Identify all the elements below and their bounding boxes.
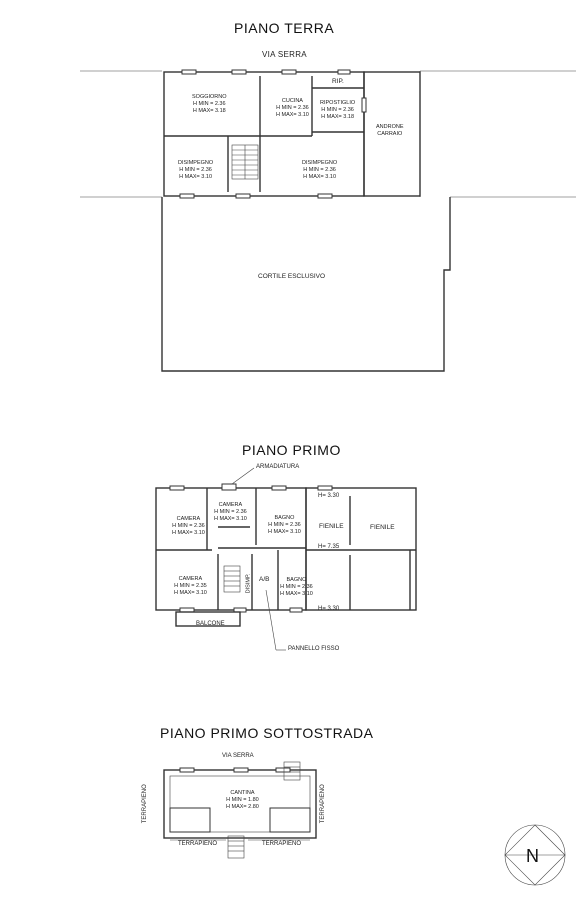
- room-hmax: H MAX= 3.10: [172, 529, 205, 536]
- armadiatura-label: ARMADIATURA: [256, 464, 300, 470]
- room-hmin: H MIN = 2.36: [321, 106, 354, 113]
- room-hmax: H MAX= 3.10: [268, 528, 301, 535]
- room-name: BAGNO: [286, 577, 307, 583]
- room-hmin: H MIN = 2.36: [192, 100, 226, 107]
- room-rip: RIP.: [332, 78, 344, 85]
- ground-floor-title: PIANO TERRA: [234, 20, 335, 36]
- room-camera-3: [174, 576, 207, 597]
- room-name: CAMERA: [176, 516, 201, 522]
- room-name: DISIMPEGNO: [178, 160, 214, 166]
- terrapieno-left: TERRAPIENO: [141, 784, 148, 824]
- room-hmax: H MAX= 2.80: [226, 803, 259, 810]
- room-name: SOGGIORNO: [192, 94, 227, 100]
- room-hmin: H MIN = 2.35: [174, 582, 207, 589]
- pannello-label: PANNELLO FISSO: [288, 646, 340, 652]
- height-label-3: H= 3.30: [318, 606, 340, 612]
- room-bagno-1: [268, 515, 301, 536]
- room-hmax: H MAX= 3.10: [179, 173, 213, 180]
- room-hmax: H MAX= 3.10: [214, 515, 247, 522]
- room-name: RIPOSTIGLIO: [320, 100, 356, 106]
- room-hmax: H MAX= 3.10: [303, 173, 337, 180]
- room-name-2: CARRAIO: [377, 130, 403, 137]
- room-hmax: H MAX= 3.18: [321, 113, 355, 120]
- room-fienile-1: FIENILE: [319, 523, 344, 530]
- room-soggiorno: [192, 94, 227, 115]
- room-androne: [376, 124, 404, 138]
- room-name: CAMERA: [178, 576, 203, 582]
- ground-street-label: VIA SERRA: [262, 50, 307, 59]
- terrapieno-bottom-left: TERRAPIENO: [178, 841, 218, 847]
- room-ripostiglio: [320, 100, 355, 121]
- room-hmin: H MIN = 2.36: [268, 521, 301, 528]
- north-label: N: [526, 846, 540, 866]
- room-camera-2: [214, 502, 247, 523]
- room-hmax: H MAX= 3.10: [280, 590, 313, 597]
- room-name: CANTINA: [230, 790, 255, 796]
- basement-title: PIANO PRIMO SOTTOSTRADA: [160, 725, 374, 741]
- basement-street-label: VIA SERRA: [222, 753, 254, 759]
- room-cantina: [226, 790, 259, 811]
- room-hmin: H MIN = 2.36: [276, 104, 309, 111]
- room-hmin: H MIN = 2.36: [214, 508, 247, 515]
- room-hmin: H MIN = 2.36: [280, 583, 313, 590]
- room-disimpegno-2: [302, 160, 337, 181]
- height-label-2: H= 7.35: [318, 544, 340, 550]
- room-cortile: CORTILE ESCLUSIVO: [258, 273, 326, 280]
- room-name: BAGNO: [274, 515, 295, 521]
- first-floor-title: PIANO PRIMO: [242, 442, 341, 458]
- room-disimpegno-1: [178, 160, 213, 181]
- room-fienile-2: FIENILE: [370, 524, 395, 531]
- height-label-1: H= 3.30: [318, 493, 340, 499]
- room-bagno-2: [280, 577, 313, 598]
- terrapieno-bottom-right: TERRAPIENO: [262, 841, 302, 847]
- room-hmin: H MIN = 2.36: [303, 166, 336, 173]
- room-name: CUCINA: [281, 98, 303, 104]
- room-camera-1: [172, 516, 205, 537]
- balcone-label: BALCONE: [196, 621, 225, 627]
- room-disimp: DISIMP.: [245, 573, 252, 594]
- room-hmin: H MIN = 2.36: [179, 166, 212, 173]
- room-hmax: H MAX= 3.10: [174, 589, 207, 596]
- room-name: CAMERA: [218, 502, 243, 508]
- first-floor-plan: [156, 468, 416, 650]
- room-hmin: H MIN = 1.80: [226, 796, 259, 803]
- room-name: ANDRONE: [376, 124, 404, 130]
- room-hmin: H MIN = 2.36: [172, 522, 205, 529]
- room-cucina: [276, 98, 309, 119]
- room-hmax: H MAX= 3.18: [192, 107, 226, 114]
- terrapieno-right: TERRAPIENO: [319, 784, 326, 824]
- room-hmax: H MAX= 3.10: [276, 111, 309, 118]
- room-ab: A/B: [259, 576, 270, 583]
- room-name: DISIMPEGNO: [302, 160, 338, 166]
